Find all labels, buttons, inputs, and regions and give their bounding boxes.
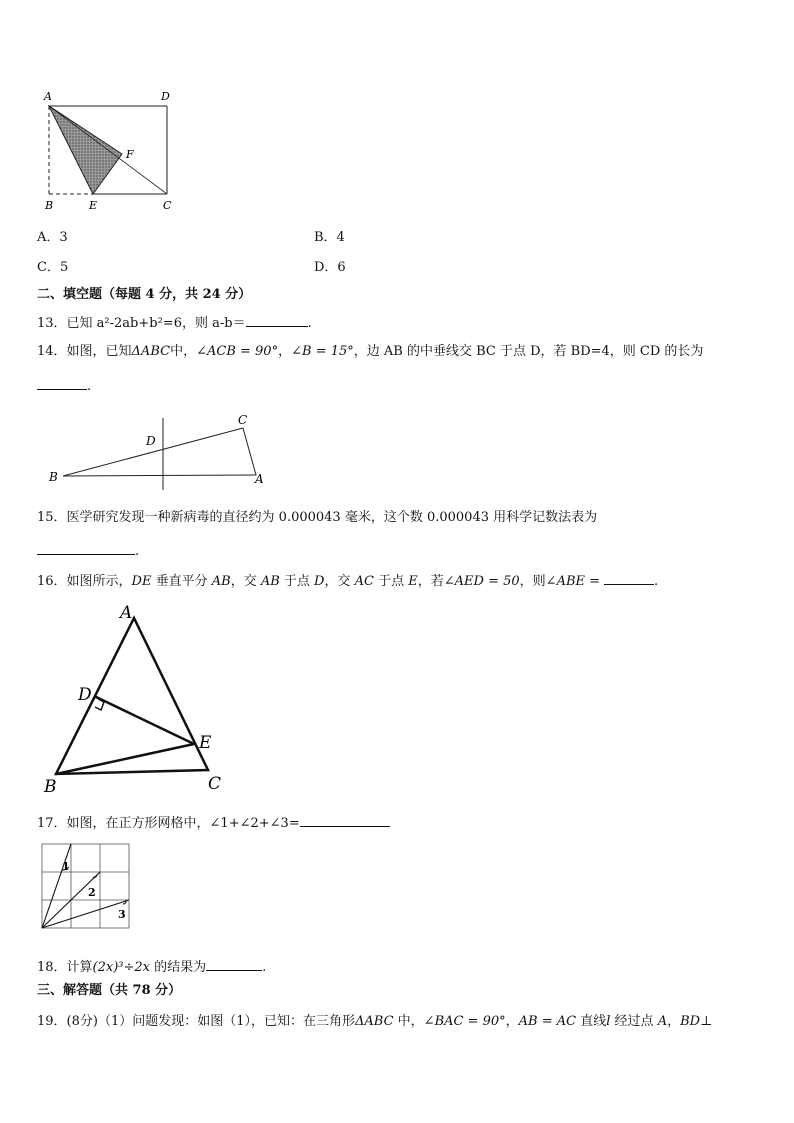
choice-c: C．5 xyxy=(37,260,69,275)
choice-d: D．6 xyxy=(314,260,346,275)
q16-ab2: AB xyxy=(260,574,280,589)
q16-t7: ，则 xyxy=(519,574,546,589)
q16-prefix: 16．如图所示， xyxy=(37,574,132,589)
label-D: D xyxy=(161,90,170,103)
q18-suffix: 的结果为 xyxy=(150,960,207,975)
q19-mid: 中， xyxy=(393,1014,424,1029)
question-18 xyxy=(37,957,266,976)
label-B: B xyxy=(49,470,58,484)
q18-expr: (2x)³÷2x xyxy=(92,960,150,975)
question-16 xyxy=(37,571,658,590)
label-A: A xyxy=(120,603,133,623)
q14-end: . xyxy=(87,379,92,394)
question-15 xyxy=(37,510,597,526)
label-A: A xyxy=(44,90,52,103)
q15-end: . xyxy=(135,544,140,559)
label-B: B xyxy=(44,777,57,797)
label-A: A xyxy=(255,472,264,486)
q14-angle-b: ∠B = 15° xyxy=(291,344,354,359)
label-F: F xyxy=(126,148,134,161)
q16-ac: AC xyxy=(354,574,374,589)
figure-q16-triangle xyxy=(38,598,238,798)
q19-sep: ， xyxy=(505,1014,519,1029)
segment-de xyxy=(94,696,194,744)
label-C: C xyxy=(208,774,222,794)
q19-angle-bac: ∠BAC = 90° xyxy=(423,1014,506,1029)
q16-end: . xyxy=(654,574,659,589)
triangle-abc xyxy=(63,428,256,476)
q16-t2: ，交 xyxy=(230,574,261,589)
q14-sep: ， xyxy=(278,344,292,359)
q14-rest: ，边 AB 的中垂线交 BC 于点 D，若 BD=4，则 CD 的长为 xyxy=(353,344,704,359)
q19-ab-ac: AB = AC xyxy=(518,1014,577,1029)
q19-line-l: l xyxy=(606,1014,611,1029)
question-17 xyxy=(37,813,390,832)
q16-e: E xyxy=(408,574,418,589)
q19-point-a: A xyxy=(657,1014,668,1029)
q19-prefix: 19．(8分)（1）问题发现：如图（1），已知：在三角形 xyxy=(37,1014,355,1029)
question-14-line2 xyxy=(37,376,91,395)
figure-q17-grid xyxy=(38,840,134,932)
q16-t6: ，若 xyxy=(417,574,444,589)
choice-b: B．4 xyxy=(314,230,345,245)
question-15-line2 xyxy=(37,541,139,560)
label-D: D xyxy=(146,434,156,448)
q16-aed: ∠AED = 50 xyxy=(443,574,520,589)
label-E: E xyxy=(89,199,98,212)
q19-triangle: ΔABC xyxy=(355,1014,394,1029)
q18-end: . xyxy=(262,960,267,975)
q19-t2: 经过点 xyxy=(610,1014,658,1029)
q18-answer-blank[interactable] xyxy=(206,957,262,971)
angle-1-label: 1 xyxy=(62,860,70,873)
q14-triangle: ΔABC xyxy=(131,344,171,359)
question-13 xyxy=(37,313,312,332)
shaded-triangle xyxy=(49,106,122,194)
q15-text: 15．医学研究发现一种新病毒的直径约为 0.000043 毫米，这个数 0.000043 用科学记数法表为 xyxy=(37,510,598,525)
label-B: B xyxy=(45,199,54,212)
q16-answer-blank[interactable] xyxy=(604,571,654,585)
q16-t1: 垂直平分 xyxy=(151,574,212,589)
q19-t1: 直线 xyxy=(576,1014,607,1029)
q17-text: 17．如图，在正方形网格中，∠1+∠2+∠3= xyxy=(37,816,300,831)
figure-q14-triangle xyxy=(40,408,280,490)
q19-t3: ， xyxy=(667,1014,681,1029)
label-E: E xyxy=(199,733,212,753)
question-19 xyxy=(37,1014,712,1030)
q14-answer-blank[interactable] xyxy=(37,376,87,390)
q18-prefix: 18．计算 xyxy=(37,960,93,975)
label-D: D xyxy=(78,685,92,705)
q16-t4: ，交 xyxy=(324,574,355,589)
question-14 xyxy=(37,344,703,360)
q13-text: 13．已知 a²-2ab+b²=6，则 a-b＝ xyxy=(37,316,246,331)
q16-abe: ∠ABE = xyxy=(545,574,601,589)
q14-angle-acb: ∠ACB = 90° xyxy=(196,344,279,359)
section-3-heading: 三、解答题（共 78 分） xyxy=(37,983,182,998)
q13-end: . xyxy=(307,316,312,331)
section-2-heading: 二、填空题（每题 4 分，共 24 分） xyxy=(37,287,252,302)
q19-bd-perp: BD⊥ xyxy=(680,1014,713,1029)
q13-answer-blank[interactable] xyxy=(246,313,308,327)
q14-prefix: 14．如图，已知 xyxy=(37,344,132,359)
choice-a: A．3 xyxy=(37,230,68,245)
q14-mid: 中， xyxy=(170,344,197,359)
angle-3-label: 3 xyxy=(118,908,126,921)
label-C: C xyxy=(238,413,248,427)
angle-2-label: 2 xyxy=(88,886,96,899)
q17-answer-blank[interactable] xyxy=(300,813,390,827)
right-angle-mark xyxy=(95,699,104,710)
q16-t5: 于点 xyxy=(373,574,409,589)
q16-t3: 于点 xyxy=(279,574,315,589)
label-C: C xyxy=(163,199,172,212)
segment-be xyxy=(56,744,194,774)
q16-ab: AB xyxy=(211,574,231,589)
q15-answer-blank[interactable] xyxy=(37,541,135,555)
q16-de: DE xyxy=(131,574,152,589)
figure-q12-rectangle xyxy=(30,85,190,215)
q16-d: D xyxy=(314,574,325,589)
